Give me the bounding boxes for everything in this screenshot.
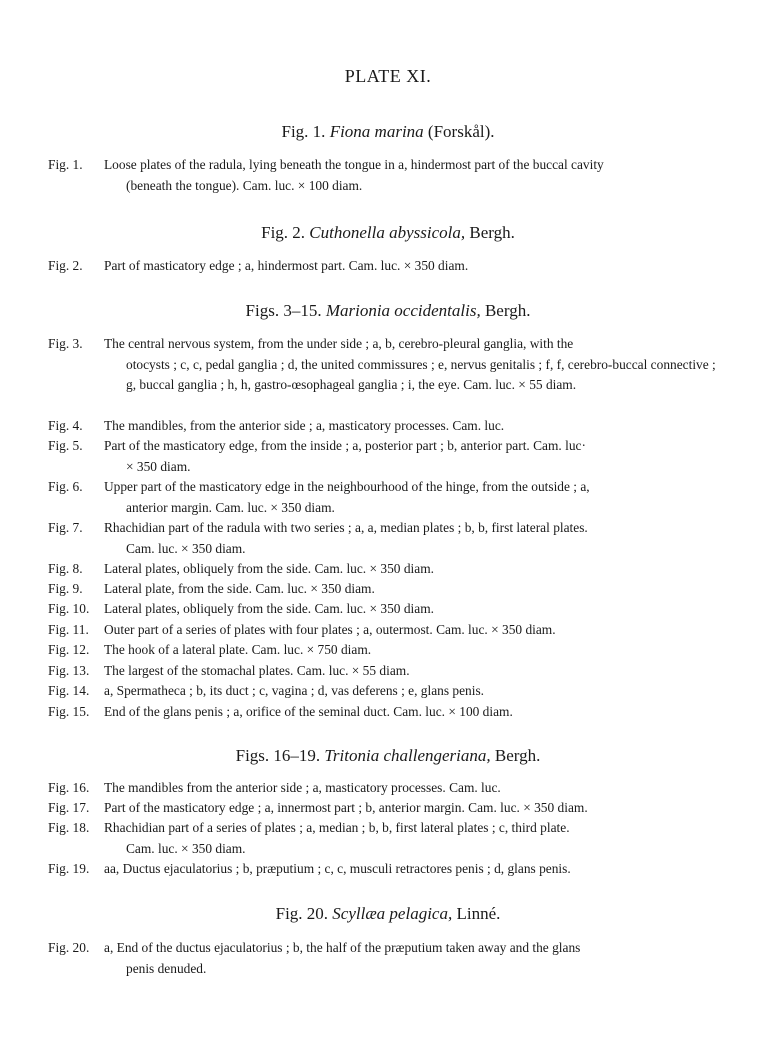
figure-text: Loose plates of the radula, lying beneath the tongue in a, hindermost part of the buccal cavity — [104, 157, 604, 172]
heading-author: Bergh. — [469, 223, 515, 242]
figure-text-cont: otocysts ; c, c, pedal ganglia ; d, the united commissures ; e, nervus genitalis ; f, f, cerebro-buccal connective ; g, buccal ganglia ; h, h, gastro-œsophageal ganglia ; i, the eye. Cam. luc. × 55 diam. — [126, 356, 716, 392]
figure-text: Lateral plates, obliquely from the side. Cam. luc. × 350 diam. — [104, 561, 434, 576]
figure-label: Fig. 1. — [48, 157, 83, 172]
figure-text: aa, Ductus ejaculatorius ; b, præputium ; c, c, musculi retractores penis ; d, glans penis. — [104, 861, 571, 876]
figure-text: a, End of the ductus ejaculatorius ; b, the half of the præputium taken away and the glans — [104, 940, 581, 955]
heading-species: Scyllæa pelagica, — [332, 904, 453, 923]
heading-author: Bergh. — [484, 301, 531, 320]
heading-species: Fiona marina — [329, 122, 424, 141]
heading-author: Linné. — [456, 904, 501, 923]
figure-text: Lateral plate, from the side. Cam. luc. × 350 diam. — [104, 581, 375, 596]
figure-entry — [48, 620, 716, 641]
figure-entry — [48, 155, 716, 196]
figure-text-cont: Cam. luc. × 350 diam. — [126, 840, 246, 856]
figure-text: Part of the masticatory edge ; a, innermost part ; b, anterior margin. Cam. luc. × 350 diam. — [104, 800, 588, 815]
figure-entry — [48, 477, 716, 518]
heading-species: Tritonia challengeriana, — [324, 746, 491, 765]
figure-label: Fig. 8. — [48, 561, 83, 576]
figure-entry — [48, 640, 716, 661]
figure-label: Fig. 20. — [48, 940, 90, 955]
figure-label: Fig. 19. — [48, 861, 90, 876]
figure-label: Fig. 16. — [48, 780, 90, 795]
figure-entry — [48, 798, 716, 819]
figure-text: Upper part of the masticatory edge in the neighbourhood of the hinge, from the outside ; a, — [104, 479, 590, 494]
figure-label: Fig. 9. — [48, 581, 83, 596]
figure-entry — [48, 256, 716, 277]
figure-text-cont: (beneath the tongue). Cam. luc. × 100 diam. — [126, 177, 363, 193]
figure-text: The central nervous system, from the under side ; a, b, cerebro-pleural ganglia, with the — [104, 336, 574, 351]
figure-label: Fig. 14. — [48, 683, 90, 698]
figure-text: Lateral plates, obliquely from the side. Cam. luc. × 350 diam. — [104, 601, 434, 616]
figure-text: The largest of the stomachal plates. Cam. luc. × 55 diam. — [104, 663, 410, 678]
figure-label: Fig. 17. — [48, 800, 90, 815]
figure-entry — [48, 416, 716, 437]
figure-text: Rhachidian part of a series of plates ; a, median ; b, b, first lateral plates ; c, third plate. — [104, 820, 570, 835]
section-heading — [0, 746, 776, 766]
section-heading — [0, 904, 776, 924]
figure-label: Fig. 13. — [48, 663, 90, 678]
heading-prefix: Fig. 1. — [281, 122, 326, 141]
figure-text-cont: anterior margin. Cam. luc. × 350 diam. — [126, 499, 335, 515]
figure-label: Fig. 2. — [48, 258, 83, 273]
figure-text: End of the glans penis ; a, orifice of the seminal duct. Cam. luc. × 100 diam. — [104, 704, 513, 719]
plate-title: PLATE XI. — [344, 66, 432, 86]
figure-text-cont: × 350 diam. — [126, 458, 191, 474]
figure-entry — [48, 436, 716, 477]
heading-author: Bergh. — [494, 746, 541, 765]
figure-label: Fig. 3. — [48, 336, 83, 351]
figure-entry — [48, 778, 716, 799]
figure-text-cont: penis denuded. — [126, 960, 207, 976]
section-heading — [0, 301, 776, 321]
heading-prefix: Figs. 16–19. — [235, 746, 321, 765]
figure-entry — [48, 334, 716, 396]
figure-label: Fig. 18. — [48, 820, 90, 835]
figure-label: Fig. 4. — [48, 418, 83, 433]
section-heading — [0, 122, 776, 142]
figure-label: Fig. 11. — [48, 622, 89, 637]
figure-entry — [48, 599, 716, 620]
figure-text: Outer part of a series of plates with four plates ; a, outermost. Cam. luc. × 350 diam. — [104, 622, 556, 637]
figure-label: Fig. 15. — [48, 704, 90, 719]
figure-label: Fig. 7. — [48, 520, 83, 535]
figure-entry — [48, 661, 716, 682]
figure-label: Fig. 10. — [48, 601, 90, 616]
figure-text: The mandibles from the anterior side ; a, masticatory processes. Cam. luc. — [104, 780, 501, 795]
heading-prefix: Fig. 20. — [275, 904, 329, 923]
figure-text: Part of the masticatory edge, from the inside ; a, posterior part ; b, anterior part. Cam. luc· — [104, 438, 586, 453]
figure-label: Fig. 5. — [48, 438, 83, 453]
figure-text: The mandibles, from the anterior side ; a, masticatory processes. Cam. luc. — [104, 418, 505, 433]
figure-text: a, Spermatheca ; b, its duct ; c, vagina ; d, vas deferens ; e, glans penis. — [104, 683, 485, 698]
figure-label: Fig. 12. — [48, 642, 90, 657]
figure-entry — [48, 818, 716, 859]
figure-text: Rhachidian part of the radula with two series ; a, a, median plates ; b, b, first lateral plates. — [104, 520, 588, 535]
figure-entry — [48, 859, 716, 880]
section-heading — [0, 223, 776, 243]
heading-author: (Forskål). — [427, 122, 495, 141]
figure-entry — [48, 702, 716, 723]
figure-entry — [48, 681, 716, 702]
heading-prefix: Figs. 3–15. — [245, 301, 322, 320]
figure-label: Fig. 6. — [48, 479, 83, 494]
figure-entry — [48, 938, 716, 979]
figure-text-cont: Cam. luc. × 350 diam. — [126, 540, 246, 556]
figure-entry — [48, 559, 716, 580]
figure-text: Part of masticatory edge ; a, hindermost part. Cam. luc. × 350 diam. — [104, 258, 469, 273]
figure-entry — [48, 579, 716, 600]
heading-prefix: Fig. 2. — [261, 223, 306, 242]
heading-species: Cuthonella abyssicola, — [309, 223, 466, 242]
heading-species: Marionia occidentalis, — [325, 301, 481, 320]
figure-entry — [48, 518, 716, 559]
figure-text: The hook of a lateral plate. Cam. luc. × 750 diam. — [104, 642, 372, 657]
